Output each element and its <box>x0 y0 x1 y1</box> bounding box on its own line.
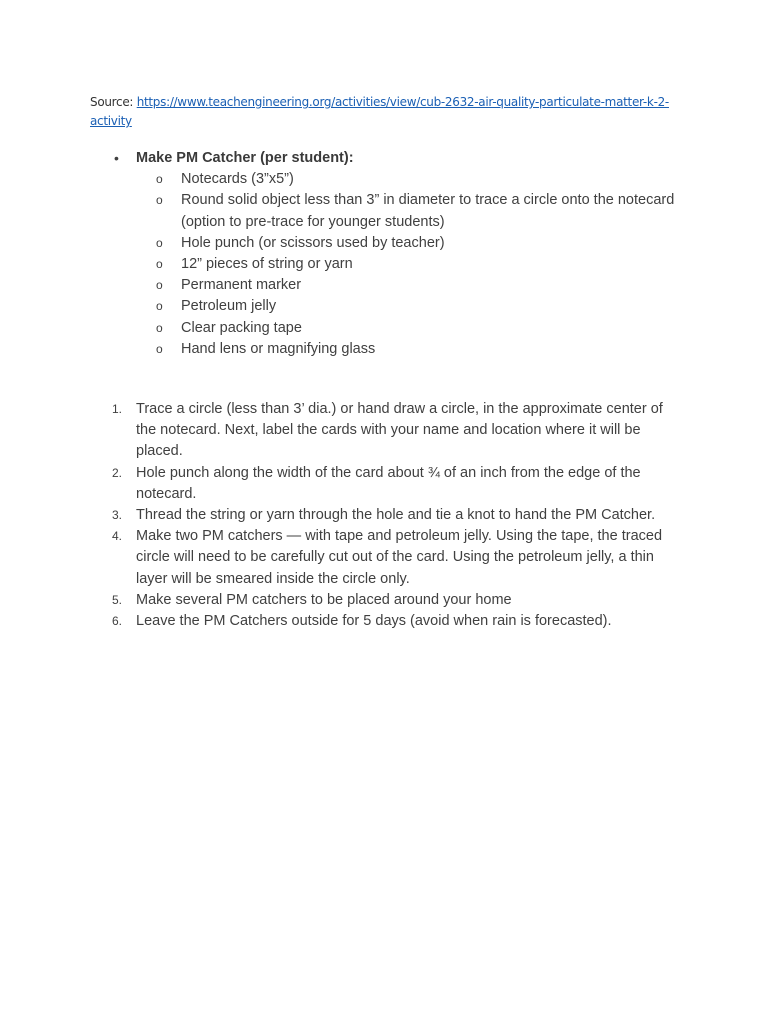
material-item <box>156 254 692 275</box>
material-item <box>156 190 692 232</box>
material-text: Round solid object less than 3” in diameter to trace a circle onto the notecard (option to pre-trace for younger students) <box>181 192 675 230</box>
materials-section <box>112 148 692 360</box>
step-text: Make several PM catchers to be placed around your home <box>136 591 512 608</box>
bullet-marker: • <box>114 150 119 166</box>
source-label: Source: <box>90 95 134 109</box>
material-item <box>156 296 692 317</box>
step-text: Trace a circle (less than 3’ dia.) or hand draw a circle, in the approximate center of the notecard. Next, label the cards with your name and location where it will be placed. <box>136 401 663 460</box>
material-text: Clear packing tape <box>181 319 302 336</box>
step-text: Hole punch along the width of the card about ¾ of an inch from the edge of the notecard. <box>136 464 641 502</box>
material-text: Permanent marker <box>181 277 302 294</box>
material-item <box>156 318 692 339</box>
step-text: Make two PM catchers — with tape and petroleum jelly. Using the tape, the traced circle will need to be carefully cut out of the card. Using the petroleum jelly, a thin layer will be smeared inside the circle only. <box>136 528 663 587</box>
sub-bullet-marker: o <box>156 278 163 293</box>
source-line <box>90 93 690 131</box>
step-item <box>112 526 682 590</box>
material-item <box>156 169 692 190</box>
step-item <box>112 611 682 632</box>
step-number: 1. <box>112 402 123 416</box>
materials-heading: Make PM Catcher (per student): <box>136 150 354 166</box>
step-number: 6. <box>112 614 123 629</box>
sub-bullet-marker: o <box>156 257 163 272</box>
material-item <box>156 275 692 296</box>
step-item <box>112 505 682 526</box>
material-item <box>156 233 692 254</box>
material-item <box>156 339 692 360</box>
material-text: Notecards (3”x5”) <box>181 171 294 188</box>
step-text: Thread the string or yarn through the hole and tie a knot to hand the PM Catcher. <box>136 507 656 524</box>
sub-bullet-marker: o <box>156 172 163 187</box>
step-item <box>112 399 682 463</box>
step-number: 2. <box>112 465 123 480</box>
steps-list <box>112 399 682 632</box>
step-text: Leave the PM Catchers outside for 5 days (avoid when rain is forecasted). <box>136 613 612 630</box>
sub-bullet-marker: o <box>156 193 163 208</box>
materials-list <box>136 169 692 360</box>
step-number: 5. <box>112 592 123 607</box>
material-text: 12” pieces of string or yarn <box>181 256 353 273</box>
sub-bullet-marker: o <box>156 299 163 314</box>
sub-bullet-marker: o <box>156 341 163 356</box>
materials-bullet <box>112 148 692 360</box>
material-text: Petroleum jelly <box>181 298 277 315</box>
material-text: Hole punch (or scissors used by teacher) <box>181 234 445 251</box>
source-link[interactable]: https://www.teachengineering.org/activities/view/cub-2632-air-quality-particulate-matter-k-2-activity <box>90 95 669 128</box>
step-number: 3. <box>112 508 123 523</box>
step-item <box>112 590 682 611</box>
material-text: Hand lens or magnifying glass <box>181 340 376 357</box>
sub-bullet-marker: o <box>156 235 163 250</box>
sub-bullet-marker: o <box>156 320 163 335</box>
step-item <box>112 463 682 505</box>
step-number: 4. <box>112 529 123 544</box>
